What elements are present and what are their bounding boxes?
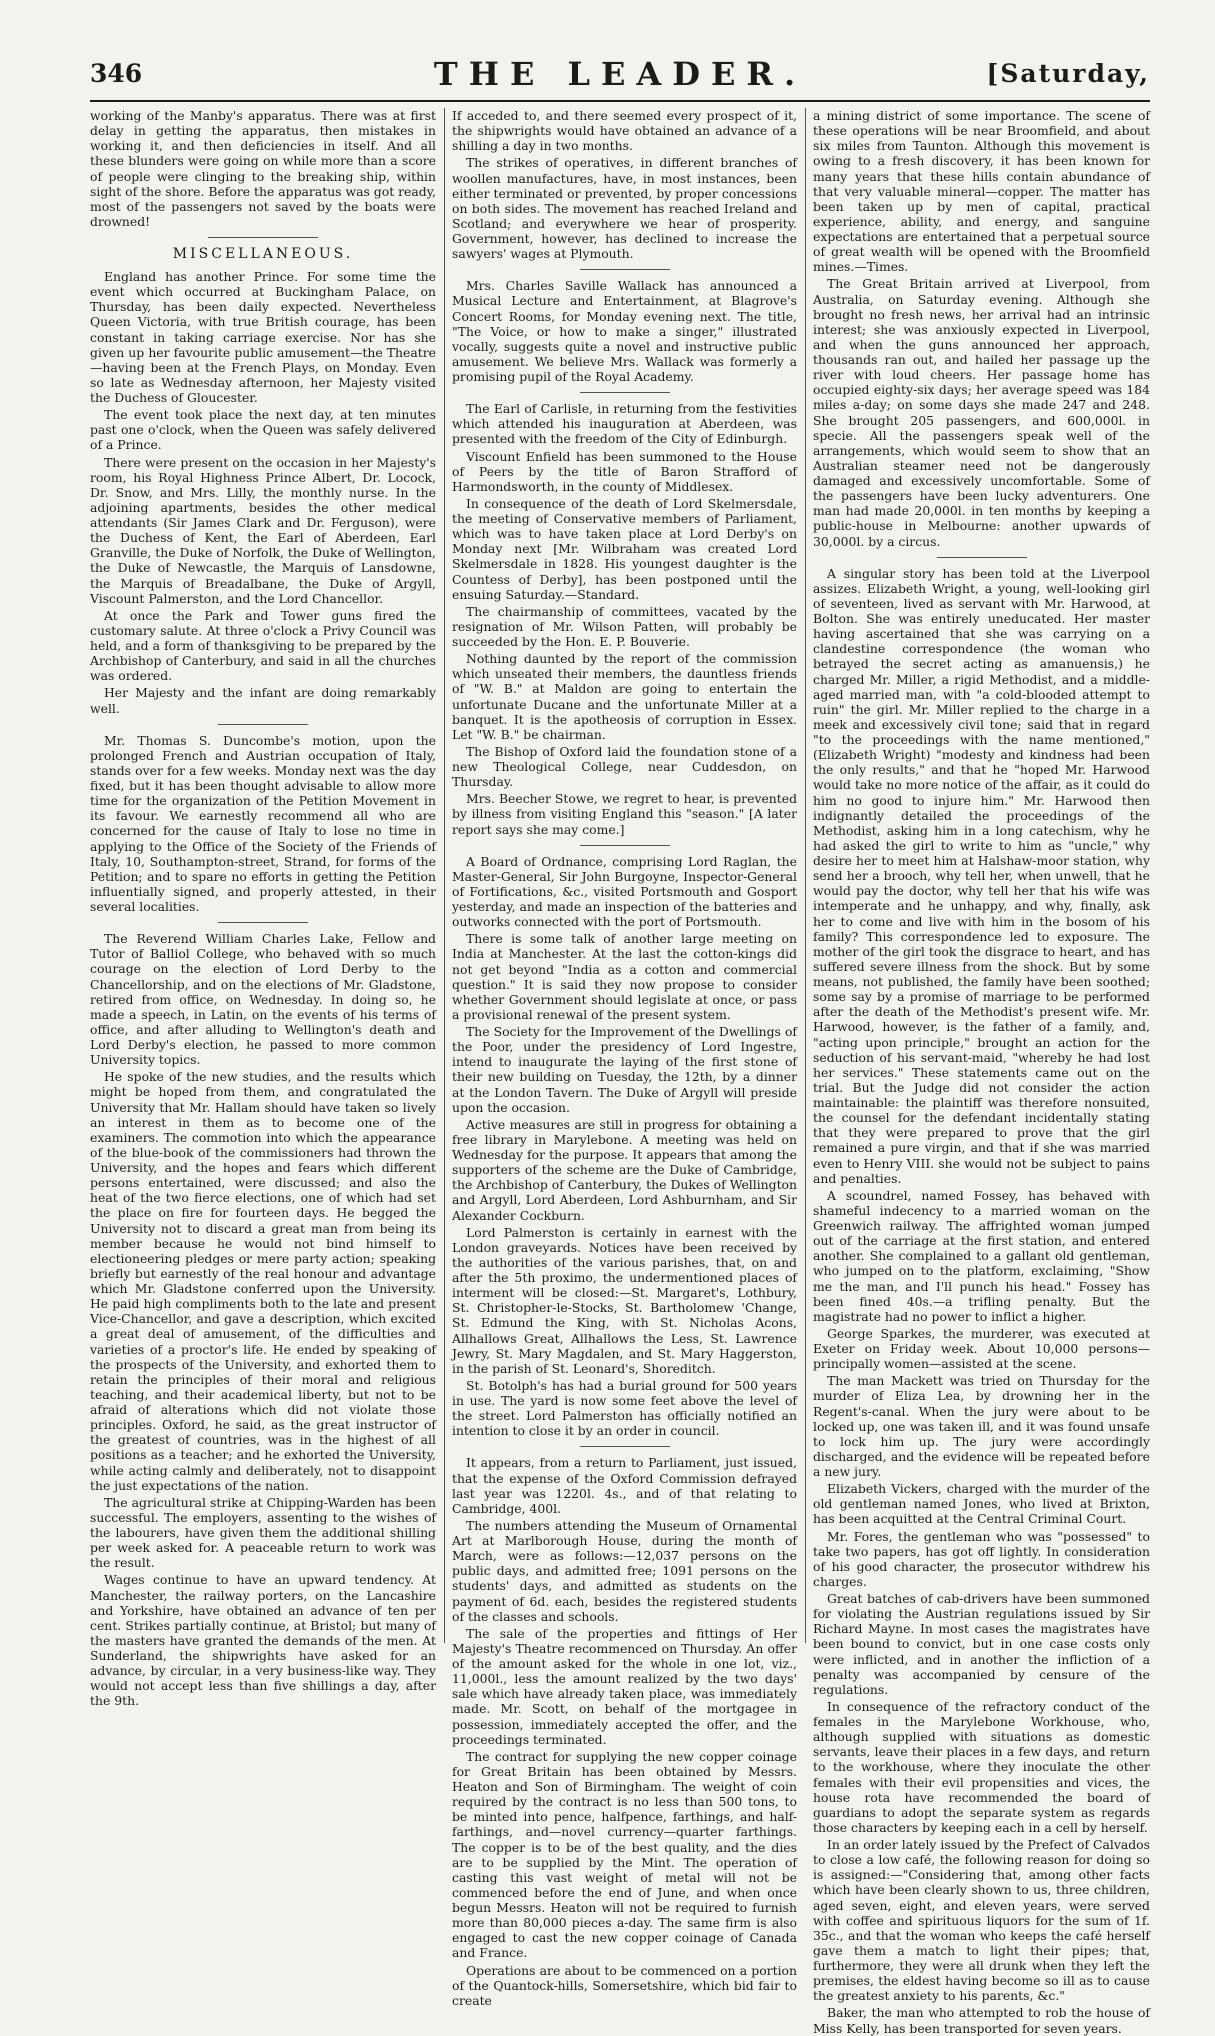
paragraph: Great batches of cab-drivers have been summoned for violating the Austrian regulations issued by Sir Richard Mayne. In most cases the magistrates have been bound to convict, but in one case costs only were inflicted, and in another the infliction of a penalty was accompanied by censure of the regulations. <box>813 1591 1150 1697</box>
paragraph: The numbers attending the Museum of Ornamental Art at Marlborough House, during the month of March, were as follows:—12,037 persons on the public days, and admitted free; 1091 persons on the students' days, and admitted as students on the payment of 6d. each, besides the registered students of the classes and schools. <box>452 1517 797 1624</box>
article-rule <box>580 392 670 393</box>
paragraph: The event took place the next day, at ten minutes past one o'clock, when the Queen was safely delivered of a Prince. <box>90 407 436 453</box>
paragraph: Wages continue to have an upward tendency. At Manchester, the railway porters, on the Lancashire and Yorkshire, have obtained an advance of ten per cent. Strikes partially continue, at Bristol; but many of the masters have granted the demands of the men. At Sunderland, the shipwrights have asked for an advance, by circular, in a very business-like way. They would not accept less than five shillings a day, after the 9th. <box>90 1572 436 1709</box>
paragraph: If acceded to, and there seemed every prospect of it, the shipwrights would have obtained an advance of a shilling a day in two months. <box>452 108 797 154</box>
paragraph: working of the Manby's apparatus. There was at first delay in getting the apparatus, then mistakes in working it, and then deficiencies in itself. And all these blunders were going on while more than a score of people were clinging to the breaking ship, within sight of the shore. Before the apparatus was got ready, most of the passengers not saved by the boats were drowned! <box>90 108 436 229</box>
paragraph: The Earl of Carlisle, in returning from the festivities which attended his inauguration at Aberdeen, was presented with the freedom of the City of Edinburgh. <box>452 401 797 447</box>
paragraph: The man Mackett was tried on Thursday for the murder of Eliza Lea, by drowning her in the Regent's-canal. When the jury were about to be locked up, one was taken ill, and it was found unsafe to lock him up. The jury were accordingly discharged, and the evidence will be repeated before a new jury. <box>813 1373 1150 1479</box>
section-heading: MISCELLANEOUS. <box>172 246 354 262</box>
paragraph: Active measures are still in progress for obtaining a free library in Marylebone. A meeting was held on Wednesday for the purpose. It appears that among the supporters of the scheme are the Duke of Cambridge, the Archbishop of Canterbury, the Dukes of Wellington and Argyll, Lord Aberdeen, Lord Ashburnham, and Sir Alexander Cockburn. <box>452 1116 797 1223</box>
paragraph: The Society for the Improvement of the Dwellings of the Poor, under the presidency of Lord Ingestre, intend to inaugurate the laying of the first stone of their new building on Tuesday, the 12th, by a dinner at the London Tavern. The Duke of Argyll will preside upon the occasion. <box>452 1024 797 1115</box>
paragraph: The chairmanship of committees, vacated by the resignation of Mr. Wilson Patten, will probably be succeeded by the Hon. E. P. Bouverie. <box>452 603 797 649</box>
paragraph: Baker, the man who attempted to rob the house of Miss Kelly, has been transported for seven years. <box>813 2005 1150 2036</box>
paragraph: The strikes of operatives, in different branches of woollen manufactures, have, in most instances, been either terminated or prevented, by proper concessions on both sides. The movement has reached Ireland and Scotland; and everywhere we hear of prosperity. Government, however, has declined to increase the sawyers' wages at Plymouth. <box>452 155 797 262</box>
paragraph: In an order lately issued by the Prefect of Calvados to close a low café, the following reason for doing so is assigned:—"Considering that, among other facts which have been clearly shown to us, three children, aged seven, eight, and eleven years, were served with coffee and spirituous liquors for the sum of 1f. 35c., and that the woman who keeps the café herself gave them a match to light their pipes; that, furthermore, they were all drunk when they left the premises, the eldest having become so ill as to cause the greatest anxiety to his parents, &c." <box>813 1837 1150 2004</box>
newspaper-title: THE LEADER. <box>433 55 807 93</box>
paragraph: The agricultural strike at Chipping-Warden has been successful. The employers, assenting to the wishes of the labourers, have given them the additional shilling per week asked for. A peaceable return to work was the result. <box>90 1494 436 1571</box>
paragraph: a mining district of some importance. The scene of these operations will be near Broomfield, and about six miles from Taunton. Although this movement is owing to a fresh discovery, it has been known for many years that these hills contain abundance of that very valuable mineral—copper. The matter has been taken up by men of capital, practical experience, ability, and energy, and sanguine expectations are entertained that a perpetual source of great wealth will be opened with the Broomfield mines.—Times. <box>813 108 1150 275</box>
paragraph: George Sparkes, the murderer, was executed at Exeter on Friday week. About 10,000 persons—principally women—assisted at the scene. <box>813 1325 1150 1372</box>
paragraph: The contract for supplying the new copper coinage for Great Britain has been obtained by Messrs. Heaton and Son of Birmingham. The weight of coin required by the contract is no less than 500 tons, to be minted into pence, halfpence, farthings, and half-farthings, and—novel currency—quarter farthings. The copper is to be of the best quality, and the dies are to be supplied by the Mint. The operation of casting this vast weight of metal will not be commenced before the end of June, and when once begun Messrs. Heaton will not be required to furnish more than 80,000 pieces a-day. The same firm is also engaged to cast the new copper coinage of Canada and France. <box>452 1748 797 1961</box>
column-3 <box>813 108 1150 2036</box>
paragraph: Mr. Thomas S. Duncombe's motion, upon the prolonged French and Austrian occupation of Italy, stands over for a few weeks. Monday next was the day fixed, but it has been thought advisable to allow more time for the organization of the Petition Movement in its favour. We earnestly recommend all who are concerned for the cause of Italy to lose no time in applying to the Office of the Society of the Friends of Italy, 10, Southampton-street, Strand, for forms of the Petition; and to spare no efforts in getting the Petition influentially signed, and properly attested, in their several localities. <box>90 732 436 915</box>
column-divider <box>805 108 806 1643</box>
paragraph: St. Botolph's has had a burial ground for 500 years in use. The yard is now some feet above the level of the street. Lord Palmerston has officially notified an intention to close it by an order in council. <box>452 1377 797 1439</box>
article-rule <box>218 724 308 725</box>
column-1 <box>90 108 436 1709</box>
article-rule <box>218 922 308 923</box>
paragraph: A singular story has been told at the Liverpool assizes. Elizabeth Wright, a young, well-looking girl of seventeen, lived as servant with Mr. Harwood, at Bolton. She was entirely uneducated. Her master having ascertained that she was carrying on a clandestine correspondence (the woman who betrayed the secret acting as amanuensis,) he charged Mr. Miller, a rigid Methodist, and a middle-aged married man, with "a cold-blooded attempt to ruin" the girl. Mr. Miller replied to the charge in a meek and excessively civil tone; said that in regard "to the proceedings with the name mentioned," (Elizabeth Wright) "modesty and kindness had been the only results," and that he "hoped Mr. Harwood would take no more notice of the affair, as it could do him no good to injure him." Mr. Harwood then indignantly detailed the proceedings of the Methodist, asking him in a long catechism, why he had asked the girl to write to him as "uncle," why desire her to meet him at Halshaw-moor station, why send her a brooch, why tell her, when unwell, that he would pay the doctor, why tell her that his wife was intemperate and he unhappy, and why, finally, ask her to come and live with him in the bosom of his family? This correspondence led to exposure. The mother of the girl took the disgrace to heart, and has suffered severe illness from the shock. But by some means, not published, the family have been soothed; some say by a promise of marriage to be performed after the death of the Methodist's present wife. Mr. Harwood, however, is the father of a family, and, "acting upon principle," brought an action for the seduction of his servant-maid, "whereby he had lost her services." These statements came out on the trial. But the Judge did not consider the action maintainable: the plaintiff was therefore nonsuited, the counsel for the defendant incidentally stating that they were prepared to prove that the girl remained a pure virgin, and that if she was married even to Henry VIII. she would not be subject to pains and penalties. <box>813 565 1150 1186</box>
paragraph: Lord Palmerston is certainly in earnest with the London graveyards. Notices have been received by the authorities of the various parishes, that, on and after the 5th proximo, the undermentioned places of interment will be closed:—St. Margaret's, Lothbury, St. Christopher-le-Stocks, St. Bartholomew 'Change, St. Edmund the King, with St. Nicholas Acons, Allhallows Great, Allhallows the Less, St. Lawrence Jewry, St. Mary Magdalen, and St. Mary Haggerston, in the parish of St. Leonard's, Shoreditch. <box>452 1224 797 1376</box>
paragraph: The Bishop of Oxford laid the foundation stone of a new Theological College, near Cuddesdon, on Thursday. <box>452 743 797 790</box>
issue-day: [Saturday, <box>986 59 1150 88</box>
paragraph: Mr. Fores, the gentleman who was "possessed" to take two papers, has got off lightly. In consideration of his good character, the prosecutor withdrew his charges. <box>813 1528 1150 1589</box>
article-rule <box>580 845 670 846</box>
paragraph: He spoke of the new studies, and the results which might be hoped from them, and congratulated the University that Mr. Hallam should have taken so lively an interest in them as to become one of the examiners. The commotion into which the appearance of the blue-book of the commissioners had thrown the University, and the hopes and fears which different persons entertained, were discussed; and also the heat of the two fierce elections, one of which had set the place on fire for fourteen days. He begged the University not to discard a great man from being its member because he would not bind himself to electioneering pledges or mere party action; speaking briefly but earnestly of the real honour and advantage which Mr. Gladstone conferred upon the University. He paid high compliments both to the late and present Vice-Chancellor, and gave a description, which excited a great deal of amusement, of the difficulties and varieties of a proctor's life. He ended by speaking of the prospects of the University, and exhorted them to retain the principles of their moral and religious teaching, and their academical liberty, but not to be afraid of alterations which did not violate those principles. Oxford, he said, as the great instructor of the greatest of countries, was in the highest of all positions as a teacher; and he exhorted the University, while acting calmly and deliberately, not to disappoint the just expectations of the nation. <box>90 1069 436 1493</box>
paragraph: Nothing daunted by the report of the commission which unseated their members, the dauntless friends of "W. B." at Maldon are going to entertain the unfortunate Ducane and the unfortunate Miller at a banquet. It is the apotheosis of corruption in Essex. Let "W. B." be chairman. <box>452 651 797 742</box>
paragraph: There were present on the occasion in her Majesty's room, his Royal Highness Prince Albert, Dr. Locock, Dr. Snow, and Mrs. Lilly, the monthly nurse. In the adjoining apartments, besides the other medical attendants (Sir James Clark and Dr. Ferguson), were the Duchess of Kent, the Earl of Aberdeen, Earl Granville, the Duke of Norfolk, the Duke of Wellington, the Duke of Newcastle, the Marquis of Lansdowne, the Marquis of Breadalbane, the Duke of Argyll, Viscount Palmerston, and the Lord Chancellor. <box>90 454 436 606</box>
paragraph: In consequence of the death of Lord Skelmersdale, the meeting of Conservative members of Parliament, which was to have taken place at Lord Derby's on Monday next [Mr. Wilbraham was created Lord Skelmersdale in 1828. His youngest daughter is the Countess of Derby], has been postponed until the ensuing Saturday.—Standard. <box>452 495 797 602</box>
masthead <box>90 55 1150 99</box>
paragraph: Viscount Enfield has been summoned to the House of Peers by the title of Baron Strafford of Harmondsworth, in the county of Middlesex. <box>452 448 797 494</box>
article-rule <box>580 269 670 270</box>
section-rule <box>208 237 318 238</box>
paragraph: The Reverend William Charles Lake, Fellow and Tutor of Balliol College, who behaved with so much courage on the election of Lord Derby to the Chancellorship, and on the elections of Mr. Gladstone, retired from office, on Wednesday. In doing so, he made a speech, in Latin, on the events of his terms of office, and after alluding to Wellington's death and Lord Derby's election, he passed to more common University topics. <box>90 931 436 1068</box>
page-number: 346 <box>90 59 143 88</box>
paragraph: Her Majesty and the infant are doing remarkably well. <box>90 685 436 716</box>
article-rule <box>580 1446 670 1447</box>
column-divider <box>444 108 445 1643</box>
paragraph: In consequence of the refractory conduct of the females in the Marylebone Workhouse, who, although supplied with situations as domestic servants, leave their places in a few days, and return to the workhouse, where they inoculate the other females with their evil propensities and vices, the house rota have recommended the board of guardians to adopt the separate system as regards those characters by keeping each in a cell by herself. <box>813 1698 1150 1835</box>
article-rule <box>937 557 1027 558</box>
paragraph: England has another Prince. For some time the event which occurred at Buckingham Palace, on Thursday, has been daily expected. Nevertheless Queen Victoria, with true British courage, has been constant in taking carriage exercise. Nor has she given up her favourite public amusement—the Theatre —having been at the French Plays, on Monday. Even so late as Wednesday afternoon, her Majesty visited the Duchess of Gloucester. <box>90 269 436 406</box>
paragraph: A scoundrel, named Fossey, has behaved with shameful indecency to a married woman on the Greenwich railway. The affrighted woman jumped out of the carriage at the first station, and entered another. She complained to a gallant old gentleman, who jumped on to the platform, exclaiming, "Show me the man, and I'll punch his head." Fossey has been fined 40s.—a trifling penalty. But the magistrate had no power to inflict a higher. <box>813 1187 1150 1324</box>
column-2 <box>452 108 797 2008</box>
paragraph: Operations are about to be commenced on a portion of the Quantock-hills, Somersetshire, which bid fair to create <box>452 1962 797 2008</box>
paragraph: The sale of the properties and fittings of Her Majesty's Theatre recommenced on Thursday. An offer of the amount asked for the whole in one lot, viz., 11,000l., less the amount realized by the two days' sale which have already taken place, was immediately made. Mr. Scott, on behalf of the mortgagee in possession, immediately accepted the offer, and the proceedings terminated. <box>452 1625 797 1747</box>
paragraph: At once the Park and Tower guns fired the customary salute. At three o'clock a Privy Council was held, and a form of thanksgiving to be prepared by the Archbishop of Canterbury, and said in all the churches was ordered. <box>90 607 436 684</box>
paragraph: Elizabeth Vickers, charged with the murder of the old gentleman named Jones, who lived at Brixton, has been acquitted at the Central Criminal Court. <box>813 1481 1150 1527</box>
paragraph: There is some talk of another large meeting on India at Manchester. At the last the cotton-kings did not get beyond "India as a cotton and commercial question." It is said they now propose to consider whether Government should legislate at once, or pass a provisional renewal of the present system. <box>452 931 797 1022</box>
paragraph: A Board of Ordnance, comprising Lord Raglan, the Master-General, Sir John Burgoyne, Inspector-General of Fortifications, &c., visited Portsmouth and Gosport yesterday, and made an inspection of the batteries and outworks connected with the port of Portsmouth. <box>452 853 797 930</box>
masthead-rule <box>90 100 1150 102</box>
paragraph: Mrs. Charles Saville Wallack has announced a Musical Lecture and Entertainment, at Blagrove's Concert Rooms, for Monday evening next. The title, "The Voice, or how to make a singer," illustrated vocally, suggests quite a novel and instructive public amusement. We believe Mrs. Wallack was formerly a promising pupil of the Royal Academy. <box>452 278 797 384</box>
paragraph: The Great Britain arrived at Liverpool, from Australia, on Saturday evening. Although she brought no fresh news, her arrival had an intrinsic interest; she was anxiously expected in Liverpool, and when the guns announced her approach, thousands ran out, and hailed her passage up the river with loud cheers. Her passage home has occupied eighty-six days; her average speed was 184 miles a-day; on some days she made 247 and 248. She brought 205 passengers, and 600,000l. in specie. All the passengers speak well of the arrangements, which would seem to show that an Australian steamer need not be dangerously damaged and excessively uncomfortable. Some of the passengers have been lucky adventurers. One man had made 20,000l. in ten months by keeping a public-house in Melbourne: another upwards of 30,000l. by a circus. <box>813 276 1150 549</box>
paragraph: It appears, from a return to Parliament, just issued, that the expense of the Oxford Commission defrayed last year was 1220l. 4s., and of that relating to Cambridge, 400l. <box>452 1455 797 1516</box>
paragraph: Mrs. Beecher Stowe, we regret to hear, is prevented by illness from visiting England this "season." [A later report says she may come.] <box>452 791 797 837</box>
